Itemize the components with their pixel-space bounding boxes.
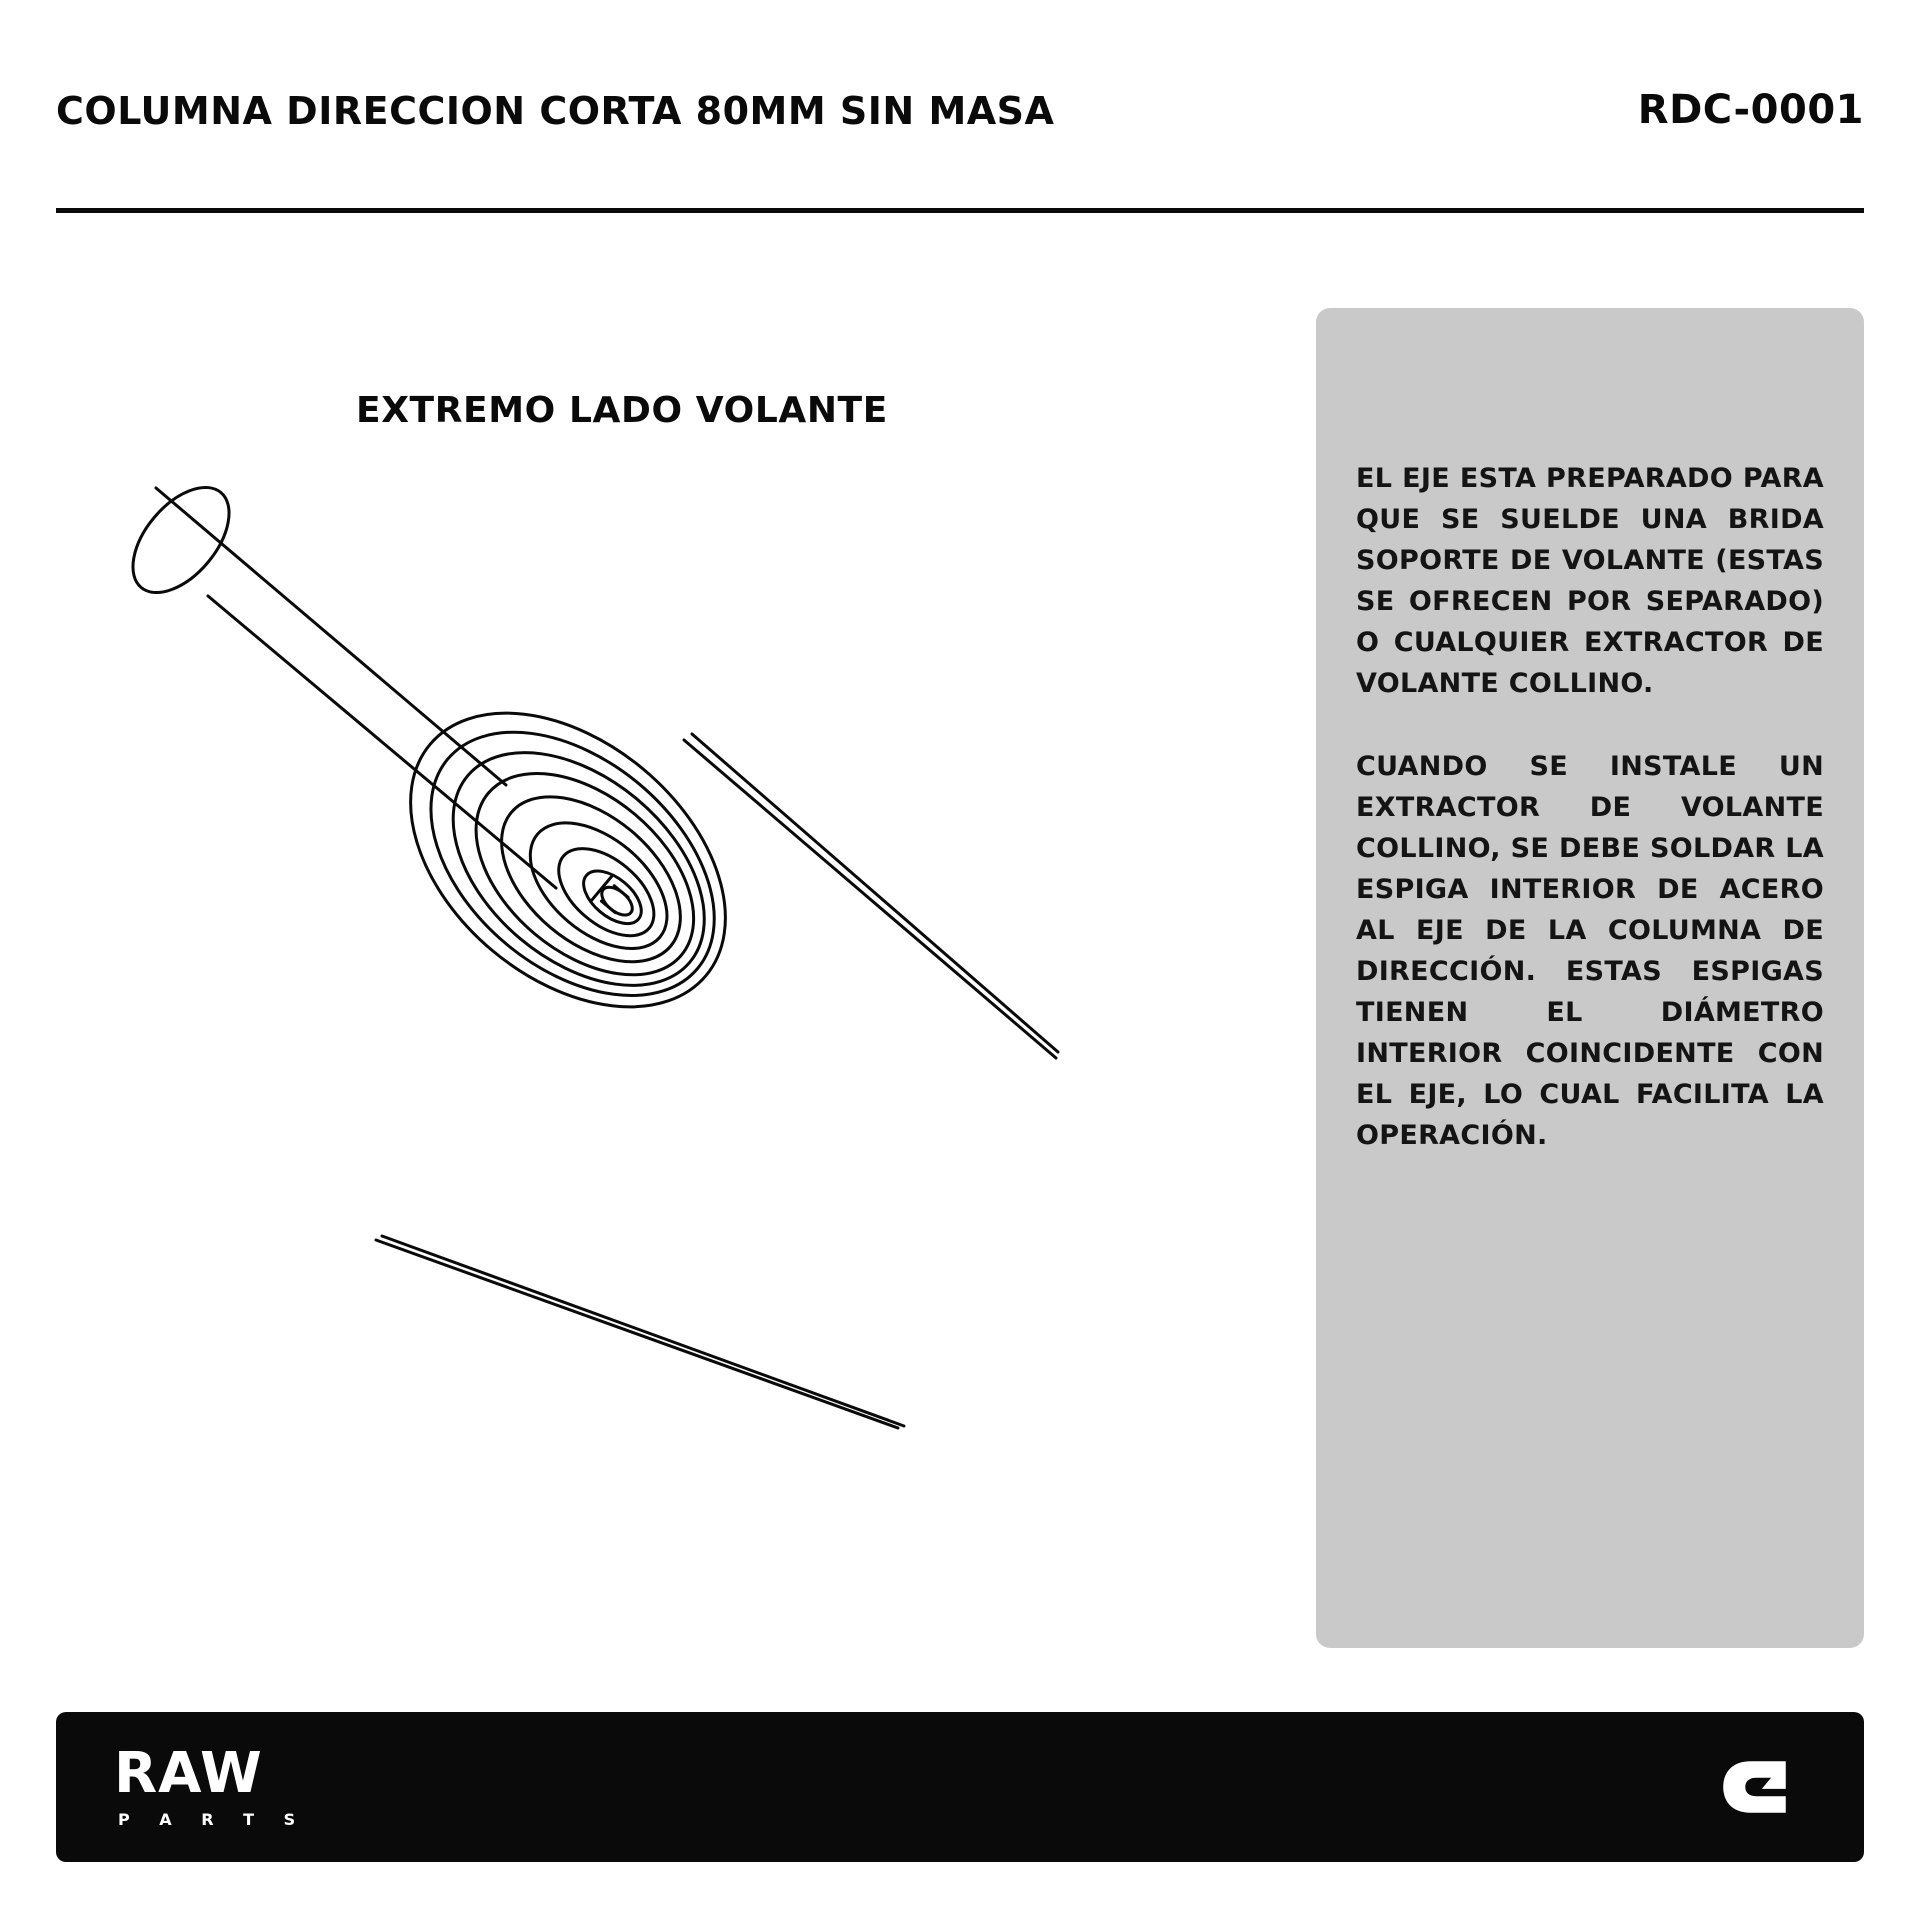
page-title: COLUMNA DIRECCION CORTA 80MM SIN MASA — [56, 89, 1055, 133]
header-divider — [56, 208, 1864, 213]
note-paragraph-2: CUANDO SE INSTALE UN EXTRACTOR DE VOLANTE COLLINO, SE DEBE SOLDAR LA ESPIGA INTERIOR DE ACERO AL EJE DE LA COLUMNA DE DIRECCIÓN. ESTAS ESPIGAS TIENEN EL DIÁMETRO INTERIOR COINCIDENTE CON EL EJE, LO CUAL FACILITA LA OPERACIÓN. — [1356, 751, 1824, 1152]
part-number: RDC-0001 — [1637, 87, 1864, 133]
brand-name: RAW — [114, 1740, 263, 1806]
footer-bar — [56, 1712, 1864, 1862]
steering-column-shaft-illustration — [56, 240, 1296, 1640]
brand-subtitle: P A R T S — [118, 1809, 308, 1829]
note-paragraph-1: EL EJE ESTA PREPARADO PARA QUE SE SUELDE UNA BRIDA SOPORTE DE VOLANTE (ESTAS SE OFRECEN POR SEPARADO) O CUALQUIER EXTRACTOR DE VOLANTE COLLINO. — [1356, 463, 1824, 700]
drawing-area — [56, 240, 1296, 1640]
collino-c-logo-icon — [1714, 1741, 1806, 1833]
drawing-caption: EXTREMO LADO VOLANTE — [356, 390, 888, 431]
note-panel — [1316, 308, 1864, 1648]
brand-block — [114, 1740, 308, 1829]
page-header — [56, 87, 1864, 133]
collino-c-logo — [1714, 1741, 1806, 1833]
